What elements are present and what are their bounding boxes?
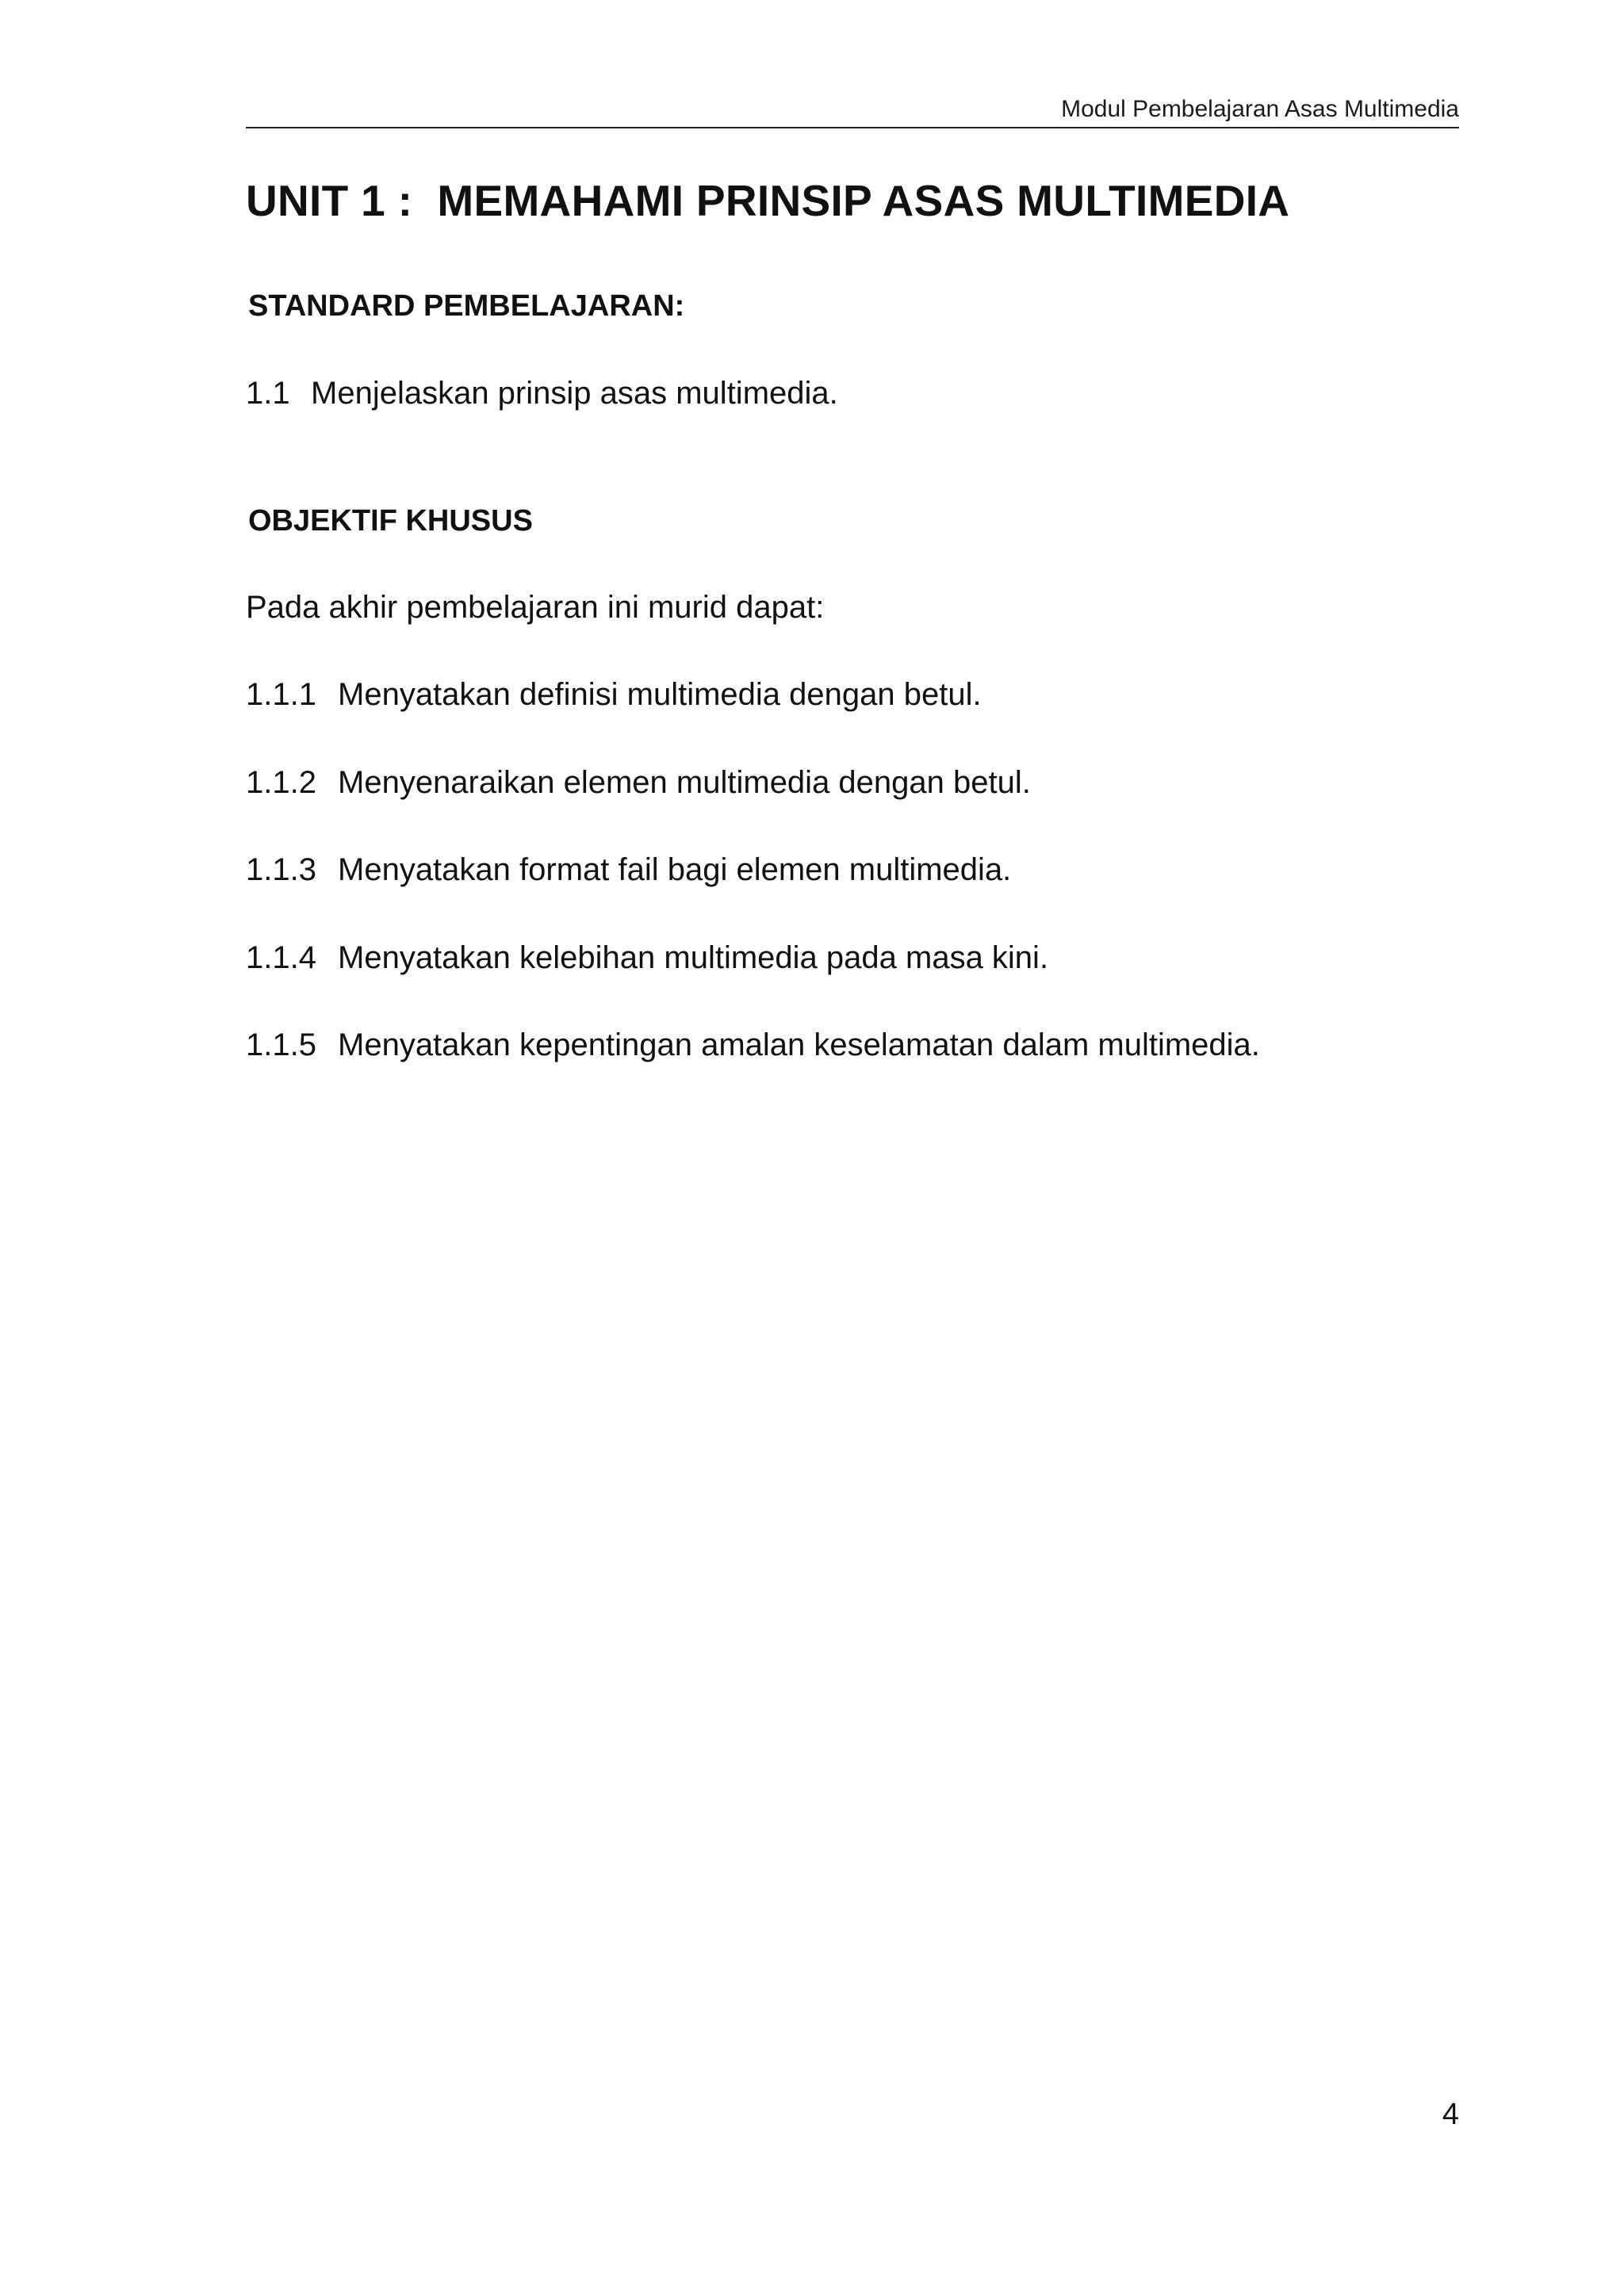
objective-text: Menyatakan kelebihan multimedia pada masa kini.: [338, 939, 1049, 975]
objective-number: 1.1.2: [246, 764, 316, 800]
objective-item: [246, 1024, 1260, 1112]
unit-title: UNIT 1 : MEMAHAMI PRINSIP ASAS MULTIMEDIA: [246, 176, 1290, 225]
objective-item: [246, 674, 1260, 762]
objective-number: 1.1.4: [246, 939, 316, 975]
objective-text: Menyatakan format fail bagi elemen multimedia.: [338, 852, 1012, 887]
running-header: Modul Pembelajaran Asas Multimedia: [1061, 96, 1459, 122]
header-rule: [246, 127, 1459, 128]
objective-text: Menyenaraikan elemen multimedia dengan betul.: [338, 764, 1031, 800]
objectives-heading: OBJEKTIF KHUSUS: [248, 504, 533, 538]
objective-text: Menyatakan definisi multimedia dengan betul.: [338, 677, 982, 712]
standard-item: [246, 373, 838, 414]
standard-item-text: Menjelaskan prinsip asas multimedia.: [311, 376, 838, 411]
standard-item-number: 1.1: [246, 376, 290, 411]
objectives-intro: Pada akhir pembelajaran ini murid dapat:: [246, 590, 825, 625]
objective-number: 1.1.3: [246, 852, 316, 887]
objective-item: [246, 849, 1260, 937]
standard-heading: STANDARD PEMBELAJARAN:: [248, 289, 685, 323]
objectives-list: [246, 674, 1260, 1112]
objective-item: [246, 937, 1260, 1025]
page-number: 4: [1442, 2098, 1459, 2131]
objective-text: Menyatakan kepentingan amalan keselamatan dalam multimedia.: [338, 1027, 1260, 1062]
objective-number: 1.1.5: [246, 1027, 316, 1062]
objective-item: [246, 762, 1260, 850]
objective-number: 1.1.1: [246, 677, 316, 712]
